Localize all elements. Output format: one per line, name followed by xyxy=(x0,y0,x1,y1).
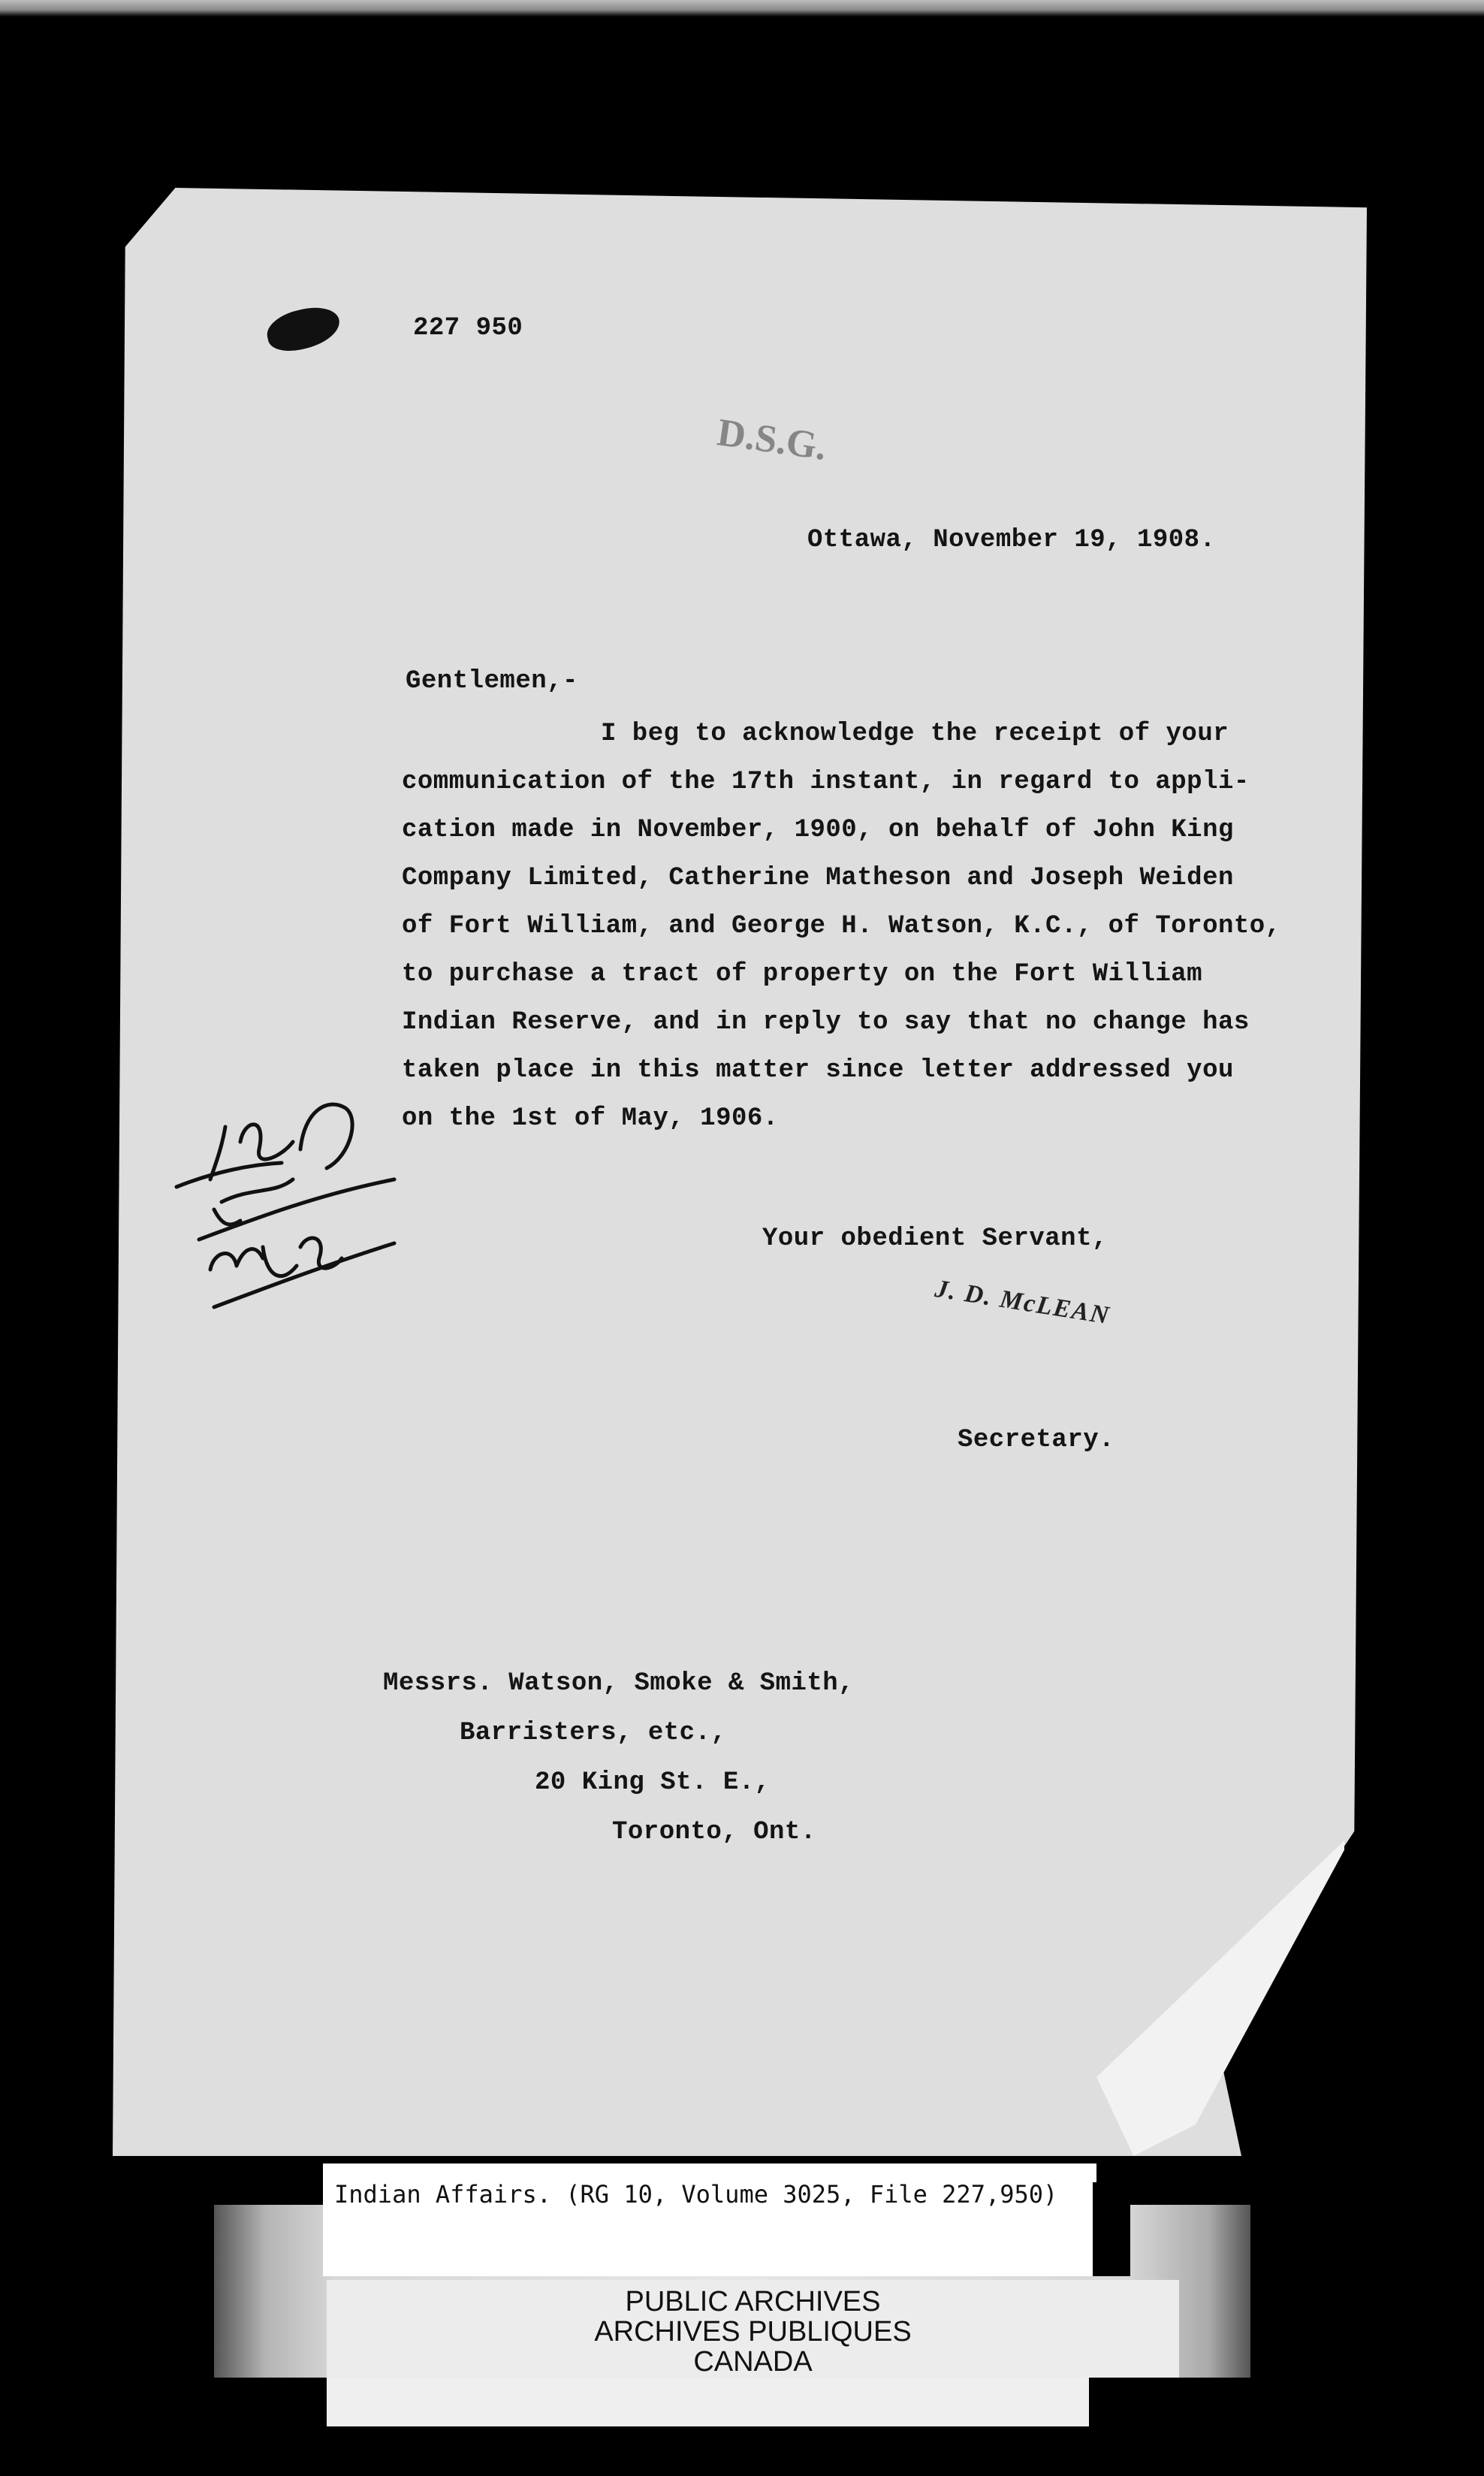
archives-label-line: PUBLIC ARCHIVES xyxy=(625,2286,881,2317)
addressee-line: 20 King St. E., xyxy=(535,1768,771,1797)
svg-text:D.S.G.: D.S.G. xyxy=(714,411,830,469)
body-line: I beg to acknowledge the receipt of your xyxy=(601,720,1229,748)
handwritten-margin-note xyxy=(169,1097,439,1345)
body-line: Company Limited, Catherine Matheson and Joseph Weiden xyxy=(402,864,1234,892)
archives-label-line: ARCHIVES PUBLIQUES xyxy=(594,2316,912,2348)
archive-reference-caption: Indian Affairs. (RG 10, Volume 3025, File 227,950) xyxy=(334,2180,1058,2209)
body-line: taken place in this matter since letter addressed you xyxy=(402,1056,1234,1085)
body-line: cation made in November, 1900, on behalf of John King xyxy=(402,816,1234,844)
signature-text: J. D. McLEAN xyxy=(933,1275,1112,1330)
body-line: of Fort William, and George H. Watson, K.C., of Toronto, xyxy=(402,912,1281,941)
archives-label-tail xyxy=(327,2378,1089,2426)
dateline: Ottawa, November 19, 1908. xyxy=(807,526,1216,554)
salutation: Gentlemen,- xyxy=(406,667,578,696)
body-line: on the 1st of May, 1906. xyxy=(402,1104,779,1133)
caption-edge xyxy=(1093,2182,1130,2276)
body-line: to purchase a tract of property on the Fort William xyxy=(402,960,1203,989)
file-number: 227 950 xyxy=(413,314,523,343)
signatory-title: Secretary. xyxy=(958,1426,1115,1454)
closing: Your obedient Servant, xyxy=(762,1224,1108,1253)
archives-label-line: CANADA xyxy=(693,2346,813,2378)
addressee-line: Messrs. Watson, Smoke & Smith, xyxy=(383,1669,855,1698)
body-line: communication of the 17th instant, in regard to appli- xyxy=(402,768,1250,796)
body-line: Indian Reserve, and in reply to say that no change has xyxy=(402,1008,1250,1037)
addressee-line: Toronto, Ont. xyxy=(612,1818,816,1846)
film-edge-strip xyxy=(0,0,1484,17)
addressee-line: Barristers, etc., xyxy=(460,1719,727,1747)
